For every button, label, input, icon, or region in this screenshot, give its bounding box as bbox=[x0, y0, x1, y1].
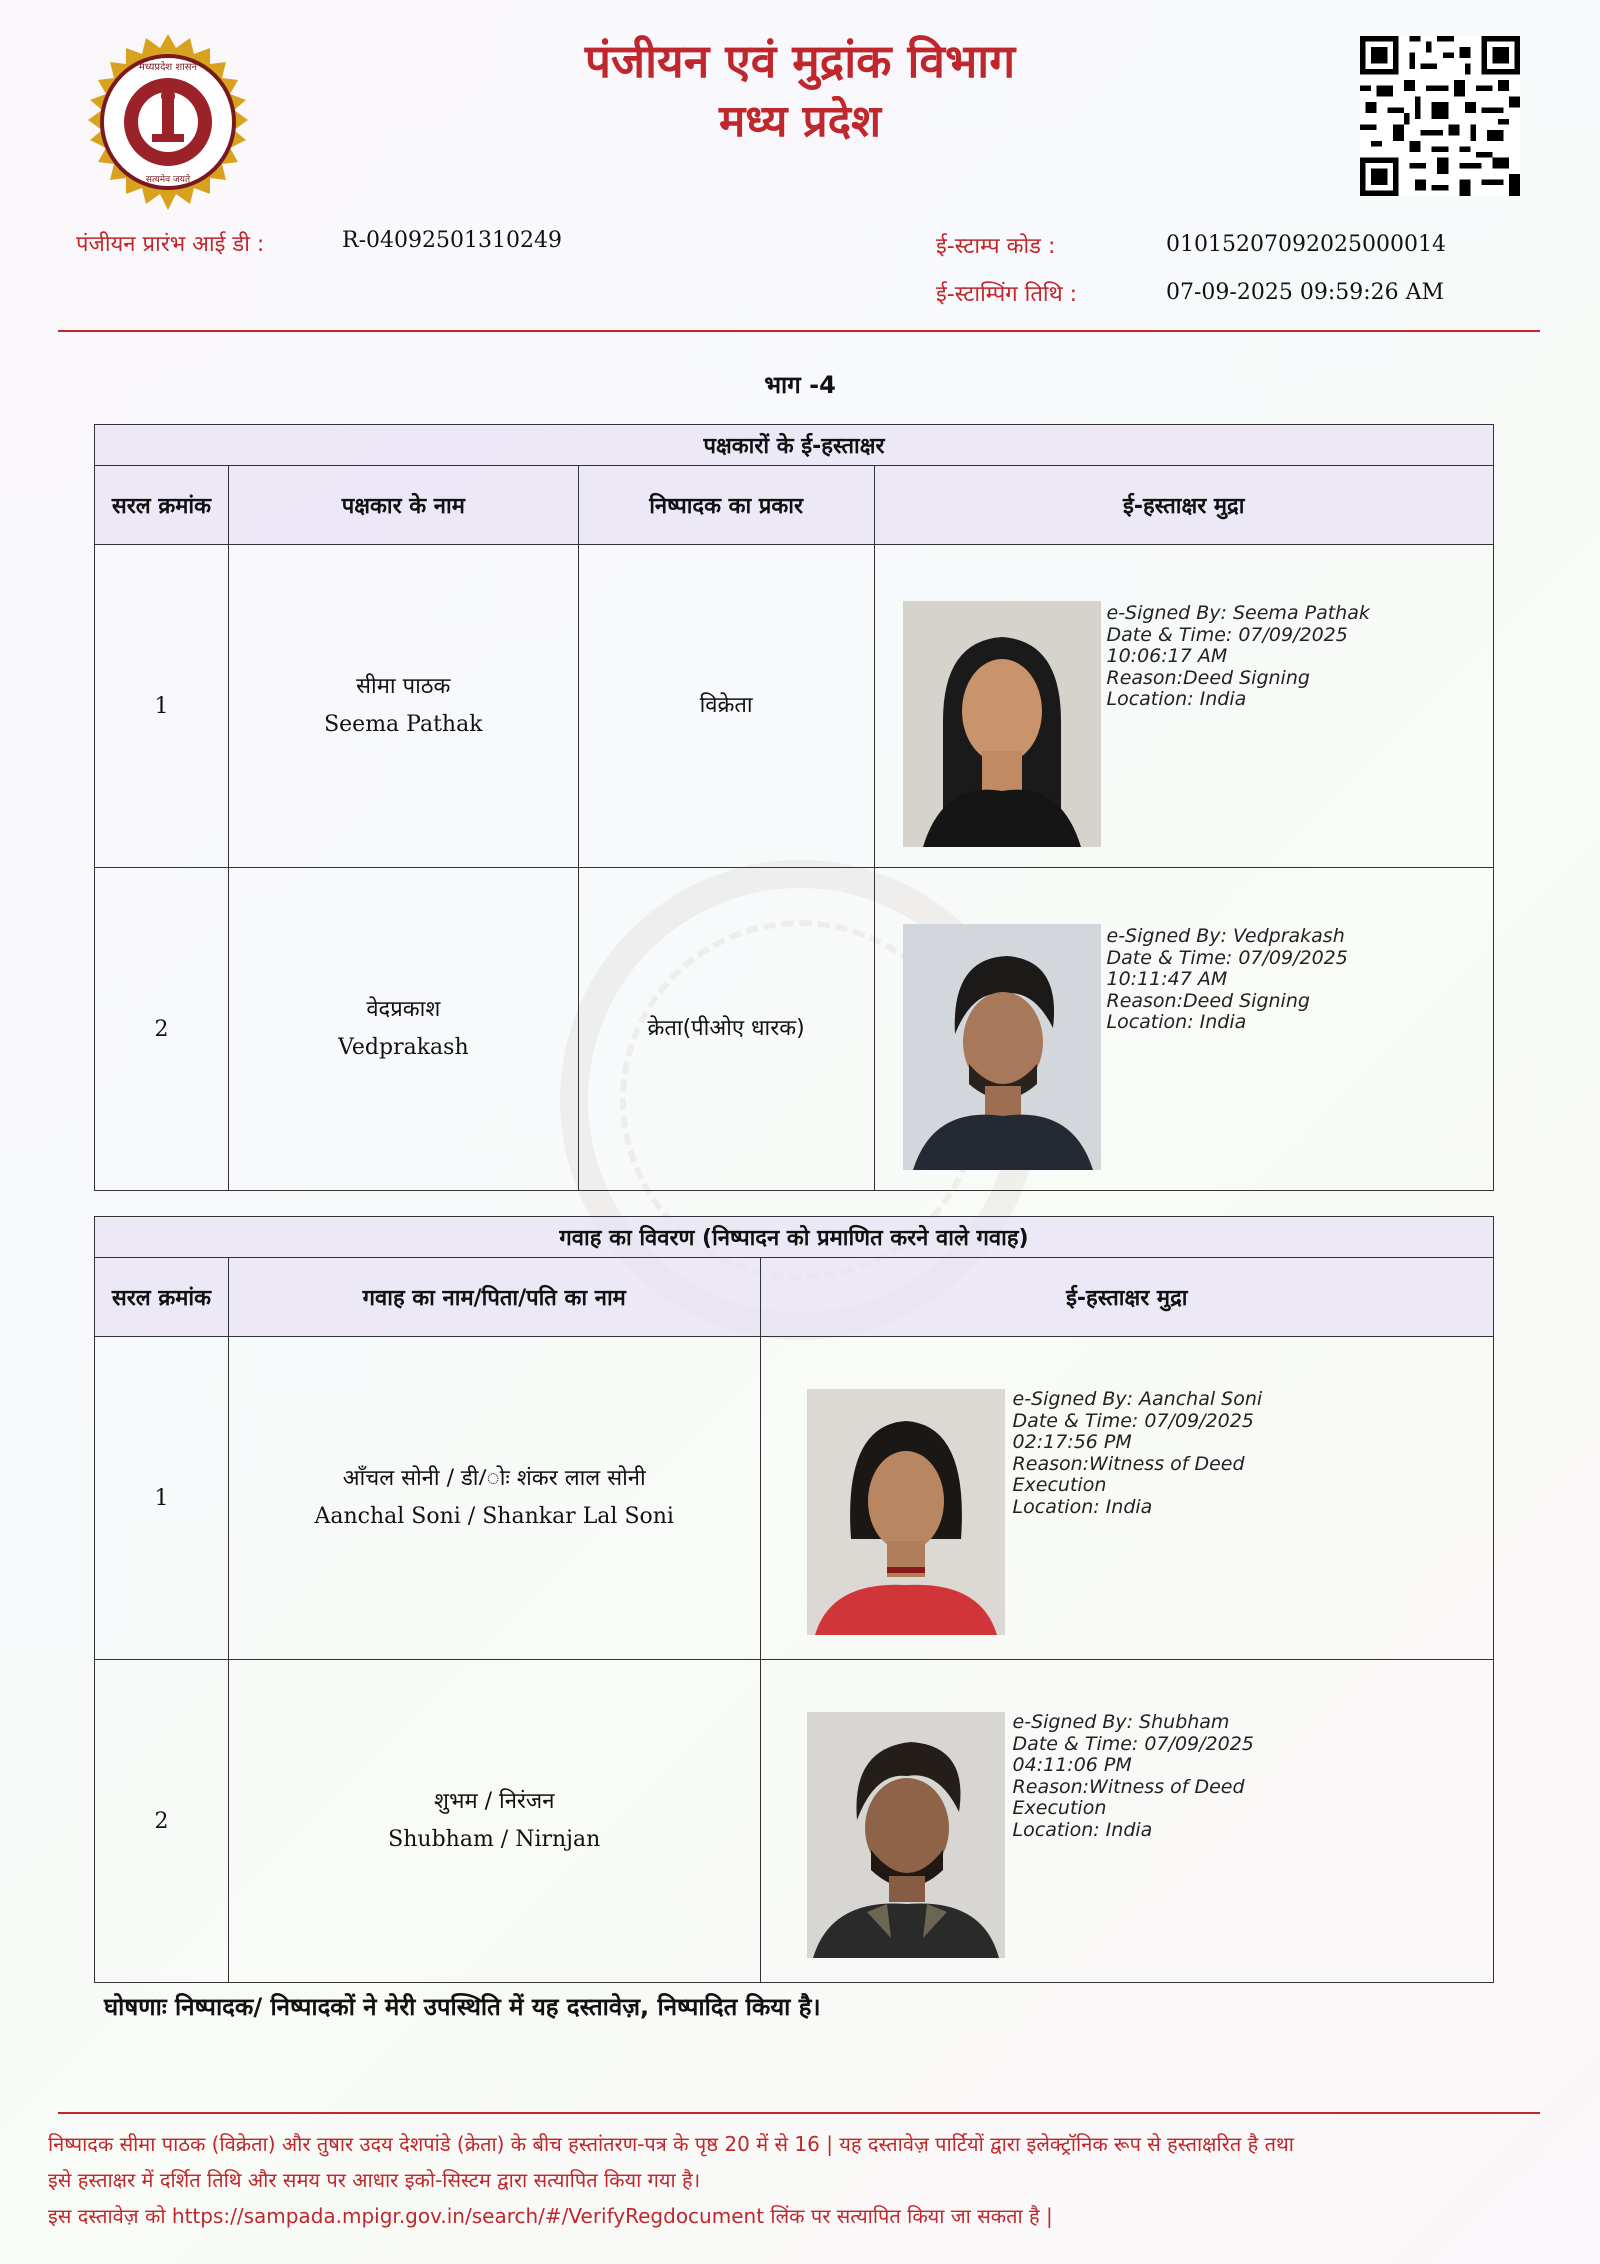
parties-table-caption: पक्षकारों के ई-हस्ताक्षर bbox=[95, 425, 1494, 466]
esign-signed-by: e-Signed By: Vedprakash bbox=[1106, 925, 1345, 947]
signer-photo-icon bbox=[903, 601, 1101, 847]
esign-cell bbox=[760, 1337, 1493, 1660]
esign-location: Location: India bbox=[1012, 1818, 1153, 1841]
table-row bbox=[95, 1660, 1494, 1983]
title-line-1: पंजीयन एवं मुद्रांक विभाग bbox=[584, 34, 1016, 88]
esign-details bbox=[1013, 1389, 1263, 1518]
esign-date: Date & Time: 07/09/2025 bbox=[1012, 1732, 1254, 1755]
esign-reason: Reason:Deed Signing bbox=[1106, 989, 1310, 1012]
esign-reason: Reason:Witness of Deed bbox=[1012, 1775, 1245, 1798]
esign-location: Location: India bbox=[1012, 1495, 1153, 1518]
signer-photo-icon bbox=[903, 924, 1101, 1170]
registration-id-value: R-04092501310249 bbox=[342, 228, 562, 253]
table-row bbox=[95, 545, 1494, 868]
esign-reason: Reason:Witness of Deed bbox=[1012, 1452, 1245, 1475]
col-serial: सरल क्रमांक bbox=[95, 1258, 229, 1337]
col-party-name: पक्षकार के नाम bbox=[228, 466, 578, 545]
party-name-cell bbox=[228, 545, 578, 868]
esign-reason-cont: Execution bbox=[1012, 1474, 1107, 1496]
esign-signed-by: e-Signed By: Seema Pathak bbox=[1106, 602, 1370, 624]
footer-divider bbox=[58, 2112, 1540, 2114]
esign-time: 02:17:56 PM bbox=[1012, 1431, 1132, 1453]
qr-code-icon bbox=[1360, 36, 1520, 196]
witness-table-caption: गवाह का विवरण (निष्पादन को प्रमाणित करने वाले गवाह) bbox=[95, 1217, 1494, 1258]
executant-type: विक्रेता bbox=[699, 693, 753, 718]
estamp-date-label-wrap bbox=[936, 278, 1077, 308]
witness-name-english: Shubham / Nirnjan bbox=[388, 1827, 601, 1852]
esign-time: 10:06:17 AM bbox=[1106, 645, 1228, 667]
registration-id-label: पंजीयन प्रारंभ आई डी : bbox=[76, 232, 265, 257]
party-name-hindi: वेदप्रकाश bbox=[366, 997, 441, 1022]
registration-id bbox=[76, 228, 264, 258]
estamp-code-value: 01015207092025000014 bbox=[1166, 232, 1446, 257]
estamp-code-label: ई-स्टाम्प कोड : bbox=[936, 234, 1056, 259]
witness-photo-icon bbox=[807, 1712, 1005, 1958]
footer-line-2: इसे हस्ताक्षर में दर्शित तिथि और समय पर आधार इको-सिस्टम द्वारा सत्यापित किया गया है। bbox=[48, 2168, 701, 2192]
witness-name-hindi: आँचल सोनी / डी/ोः शंकर लाल सोनी bbox=[342, 1466, 646, 1491]
esign-cell bbox=[874, 868, 1494, 1191]
footer-line-3: इस दस्तावेज़ को https://sampada.mpigr.gov.in/search/#/VerifyRegdocument लिंक पर सत्यापित किया जा सकता है | bbox=[48, 2204, 1053, 2228]
seal-text-top: मध्यप्रदेश शासन bbox=[138, 62, 198, 73]
executant-type-cell bbox=[578, 868, 874, 1191]
serial-cell: 1 bbox=[95, 545, 229, 868]
title-line-2: मध्य प्रदेश bbox=[718, 96, 881, 147]
table-row bbox=[95, 868, 1494, 1191]
esign-reason-cont: Execution bbox=[1012, 1797, 1107, 1819]
esign-reason: Reason:Deed Signing bbox=[1106, 666, 1310, 689]
witness-esign-table bbox=[94, 1216, 1494, 1983]
serial-cell: 1 bbox=[95, 1337, 229, 1660]
col-witness-name: गवाह का नाम/पिता/पति का नाम bbox=[228, 1258, 760, 1337]
table-row bbox=[95, 1337, 1494, 1660]
witness-name-cell bbox=[228, 1337, 760, 1660]
witness-photo-icon bbox=[807, 1389, 1005, 1635]
esign-cell bbox=[760, 1660, 1493, 1983]
parties-esign-table bbox=[94, 424, 1494, 1191]
declaration-text: घोषणाः निष्पादक/ निष्पादकों ने मेरी उपस्थिति में यह दस्तावेज़, निष्पादित किया है। bbox=[104, 1993, 821, 2021]
col-serial: सरल क्रमांक bbox=[95, 466, 229, 545]
mp-government-seal-icon bbox=[80, 34, 256, 210]
executant-type-cell bbox=[578, 545, 874, 868]
esign-location: Location: India bbox=[1106, 688, 1247, 710]
esign-signed-by: e-Signed By: Aanchal Soni bbox=[1012, 1388, 1263, 1410]
footer-notice bbox=[48, 2126, 1558, 2234]
esign-details bbox=[1107, 603, 1370, 711]
col-esign-stamp: ई-हस्ताक्षर मुद्रा bbox=[874, 466, 1494, 545]
executant-type: क्रेता(पीओए धारक) bbox=[647, 1016, 805, 1041]
estamp-date-value: 07-09-2025 09:59:26 AM bbox=[1166, 280, 1445, 305]
esign-signed-by: e-Signed By: Shubham bbox=[1012, 1711, 1230, 1733]
esign-date: Date & Time: 07/09/2025 bbox=[1106, 623, 1348, 646]
col-executant-type: निष्पादक का प्रकार bbox=[578, 466, 874, 545]
esign-location: Location: India bbox=[1106, 1011, 1247, 1033]
esign-date: Date & Time: 07/09/2025 bbox=[1012, 1409, 1254, 1432]
witness-name-hindi: शुभम / निरंजन bbox=[434, 1789, 555, 1814]
footer-line-1: निष्पादक सीमा पाठक (विक्रेता) और तुषार उदय देशपांडे (क्रेता) के बीच हस्तांतरण-पत्र के पृष्ठ 20 में से 16 | यह दस्तावेज़ पार्टियों द्वारा इलेक्ट्रॉनिक रूप से हस्ताक्षरित है तथा bbox=[48, 2132, 1294, 2156]
estamp-date-label: ई-स्टाम्पिंग तिथि : bbox=[936, 282, 1078, 307]
esign-cell bbox=[874, 545, 1494, 868]
esign-time: 10:11:47 AM bbox=[1106, 968, 1228, 990]
estamp-code-label-wrap bbox=[936, 230, 1055, 260]
part-title: भाग -4 bbox=[764, 371, 836, 399]
serial-cell: 2 bbox=[95, 1660, 229, 1983]
party-name-cell bbox=[228, 868, 578, 1191]
party-name-english: Seema Pathak bbox=[324, 712, 483, 737]
esign-details bbox=[1107, 926, 1348, 1034]
witness-name-cell bbox=[228, 1660, 760, 1983]
esign-time: 04:11:06 PM bbox=[1012, 1754, 1132, 1776]
col-esign-stamp: ई-हस्ताक्षर मुद्रा bbox=[760, 1258, 1493, 1337]
esign-date: Date & Time: 07/09/2025 bbox=[1106, 946, 1348, 969]
department-title bbox=[400, 30, 1200, 152]
esign-details bbox=[1013, 1712, 1254, 1841]
party-name-hindi: सीमा पाठक bbox=[356, 674, 451, 699]
serial-cell: 2 bbox=[95, 868, 229, 1191]
header-divider bbox=[58, 330, 1540, 332]
seal-text-bottom: सत्यमेव जयते bbox=[145, 175, 191, 185]
party-name-english: Vedprakash bbox=[338, 1035, 469, 1060]
witness-name-english: Aanchal Soni / Shankar Lal Soni bbox=[314, 1504, 674, 1529]
